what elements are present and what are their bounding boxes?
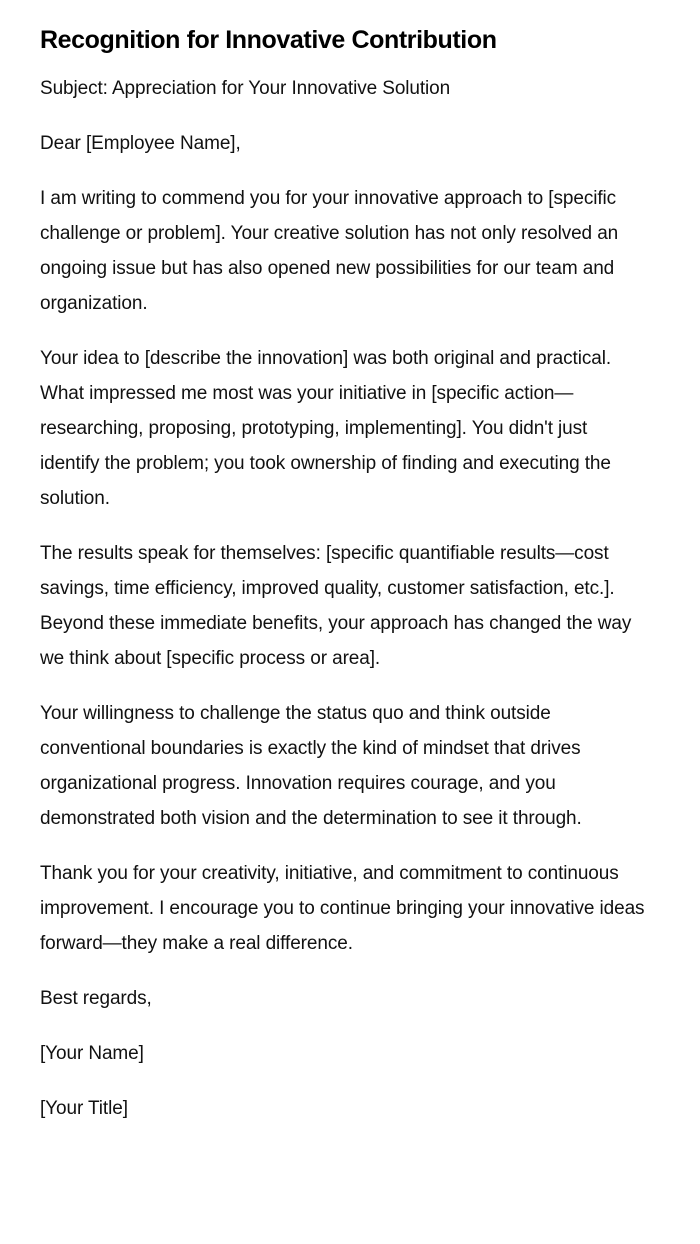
letter-document <box>40 22 650 1146</box>
letter-greeting: Dear [Employee Name], <box>40 133 241 154</box>
signature-title: [Your Title] <box>40 1098 128 1119</box>
letter-paragraph: Thank you for your creativity, initiative, and commitment to continuous improvement. I encourage you to continue bringing your innovative ideas forward—they make a real difference. <box>40 863 645 954</box>
letter-paragraph: The results speak for themselves: [specific quantifiable results—cost savings, time efficiency, improved quality, customer satisfaction, etc.]. Beyond these immediate benefits, your approach has changed the way we think about [specific process or area]. <box>40 543 632 669</box>
letter-paragraph: Your willingness to challenge the status quo and think outside conventional boundaries is exactly the kind of mindset that drives organizational progress. Innovation requires courage, and you demonstrated both vision and the determination to see it through. <box>40 703 582 829</box>
signature-name: [Your Name] <box>40 1043 144 1064</box>
letter-title: Recognition for Innovative Contribution <box>40 26 497 54</box>
letter-subject: Subject: Appreciation for Your Innovative Solution <box>40 78 451 99</box>
letter-closing: Best regards, <box>40 988 152 1009</box>
letter-paragraph: Your idea to [describe the innovation] was both original and practical. What impressed me most was your initiative in [specific action—researching, proposing, prototyping, implementing]. You didn't just identify the problem; you took ownership of finding and executing the solution. <box>40 348 612 509</box>
letter-paragraph: I am writing to commend you for your innovative approach to [specific challenge or problem]. Your creative solution has not only resolved an ongoing issue but has also opened new possibilities for our team and organization. <box>40 188 619 314</box>
